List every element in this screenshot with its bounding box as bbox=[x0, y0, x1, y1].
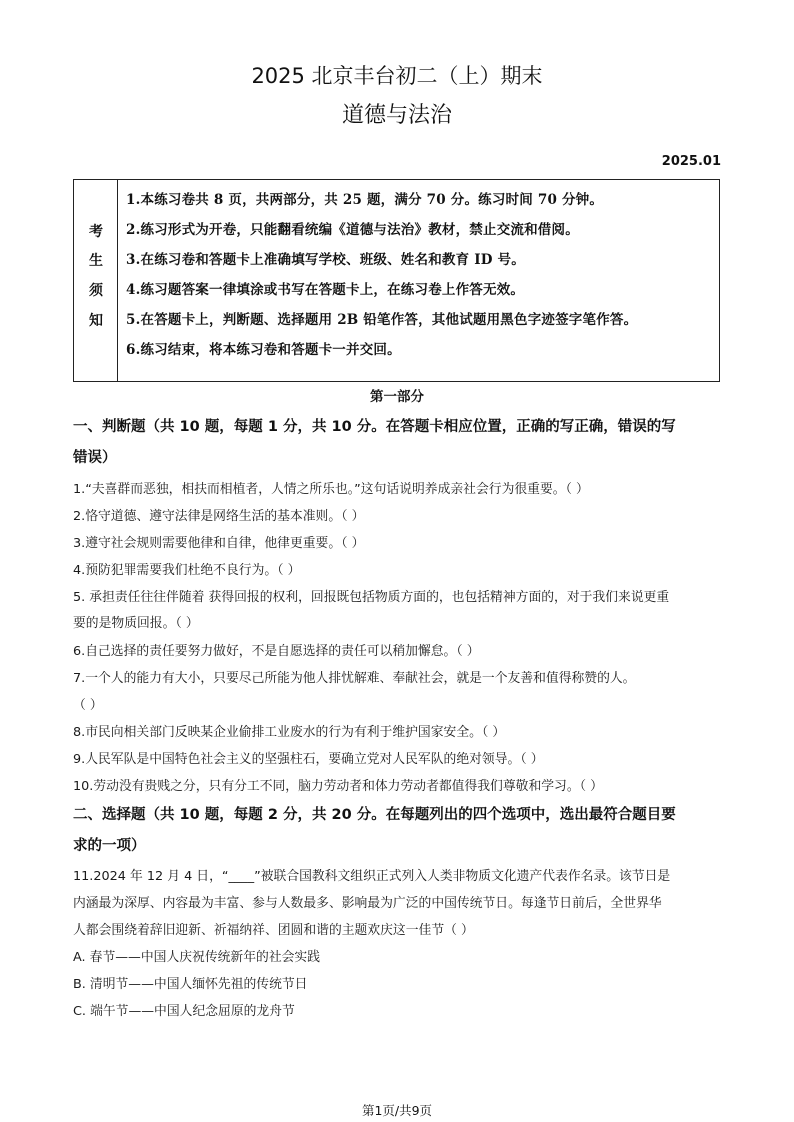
candidate-notice-box bbox=[73, 179, 720, 382]
notice-label-column bbox=[74, 180, 118, 381]
notice-item: 4.练习题答案一律填涂或书写在答题卡上，在练习卷上作答无效。 bbox=[126, 282, 525, 298]
question-line: 要的是物质回报。（ ） bbox=[73, 616, 199, 631]
question-line: 11.2024 年 12 月 4 日，“____”被联合国教科文组织正式列入人类非物质文化遗产代表作名录。该节日是 bbox=[73, 869, 671, 884]
question-line: 10.劳动没有贵贱之分，只有分工不同，脑力劳动者和体力劳动者都值得我们尊敬和学习。（ ） bbox=[73, 779, 603, 794]
section-heading: 二、选择题（共 10 题，每题 2 分，共 20 分。在每题列出的四个选项中，选出最符合题目要 bbox=[73, 807, 676, 823]
question-line: 内涵最为深厚、内容最为丰富、参与人数最多、影响最为广泛的中国传统节日。每逢节日前后，全世界华 bbox=[73, 896, 662, 911]
exam-title: 2025 北京丰台初二（上）期末 bbox=[251, 64, 543, 88]
question-line: 9.人民军队是中国特色社会主义的坚强柱石，要确立党对人民军队的绝对领导。（ ） bbox=[73, 752, 544, 767]
question-line: （ ） bbox=[73, 698, 103, 713]
notice-label-char: 须 bbox=[89, 283, 103, 299]
option-line: C. 端午节——中国人纪念屈原的龙舟节 bbox=[73, 1004, 295, 1019]
question-line: 3.遵守社会规则需要他律和自律，他律更重要。（ ） bbox=[73, 536, 365, 551]
notice-label-char: 知 bbox=[89, 313, 103, 329]
question-line: 2.恪守道德、遵守法律是网络生活的基本准则。（ ） bbox=[73, 509, 365, 524]
subject-title: 道德与法治 bbox=[341, 103, 452, 128]
section-heading: 错误） bbox=[73, 450, 117, 466]
question-line: 6.自己选择的责任要努力做好，不是自愿选择的责任可以稍加懈怠。（ ） bbox=[73, 644, 480, 659]
option-line: B. 清明节——中国人缅怀先祖的传统节日 bbox=[73, 977, 308, 992]
question-line: 7.一个人的能力有大小，只要尽己所能为他人排忧解难、奉献社会，就是一个友善和值得称赞的人。 bbox=[73, 671, 636, 686]
question-line: 4.预防犯罪需要我们杜绝不良行为。（ ） bbox=[73, 563, 301, 578]
question-line: 5. 承担责任往往伴随着 获得回报的权利，回报既包括物质方面的，也包括精神方面的，对于我们来说更重 bbox=[73, 590, 670, 605]
notice-item: 5.在答题卡上，判断题、选择题用 2B 铅笔作答，其他试题用黑色字迹签字笔作答。 bbox=[126, 312, 638, 328]
section-heading: 一、判断题（共 10 题，每题 1 分，共 10 分。在答题卡相应位置，正确的写正确，错误的写 bbox=[73, 419, 676, 435]
question-line: 1.“夫喜群而恶独，相扶而相植者，人情之所乐也。”这句话说明养成亲社会行为很重要。（ ） bbox=[73, 482, 589, 497]
notice-label-char: 考 bbox=[89, 224, 103, 240]
question-line: 8.市民向相关部门反映某企业偷排工业废水的行为有利于维护国家安全。（ ） bbox=[73, 725, 506, 740]
notice-label-char: 生 bbox=[89, 253, 103, 269]
option-line: A. 春节——中国人庆祝传统新年的社会实践 bbox=[73, 950, 321, 965]
notice-item: 1.本练习卷共 8 页，共两部分，共 25 题，满分 70 分。练习时间 70 分钟。 bbox=[126, 192, 604, 208]
exam-date: 2025.01 bbox=[661, 154, 721, 169]
notice-item: 3.在练习卷和答题卡上准确填写学校、班级、姓名和教育 ID 号。 bbox=[126, 252, 525, 268]
notice-item: 2.练习形式为开卷，只能翻看统编《道德与法治》教材，禁止交流和借阅。 bbox=[126, 222, 579, 238]
question-line: 人都会围绕着辞旧迎新、祈福纳祥、团圆和谐的主题欢庆这一佳节（ ） bbox=[73, 923, 474, 938]
section-heading: 求的一项） bbox=[73, 838, 146, 854]
notice-item: 6.练习结束，将本练习卷和答题卡一并交回。 bbox=[126, 342, 401, 358]
part-heading: 第一部分 bbox=[370, 389, 424, 405]
page-indicator: 第1页/共9页 bbox=[361, 1103, 433, 1118]
